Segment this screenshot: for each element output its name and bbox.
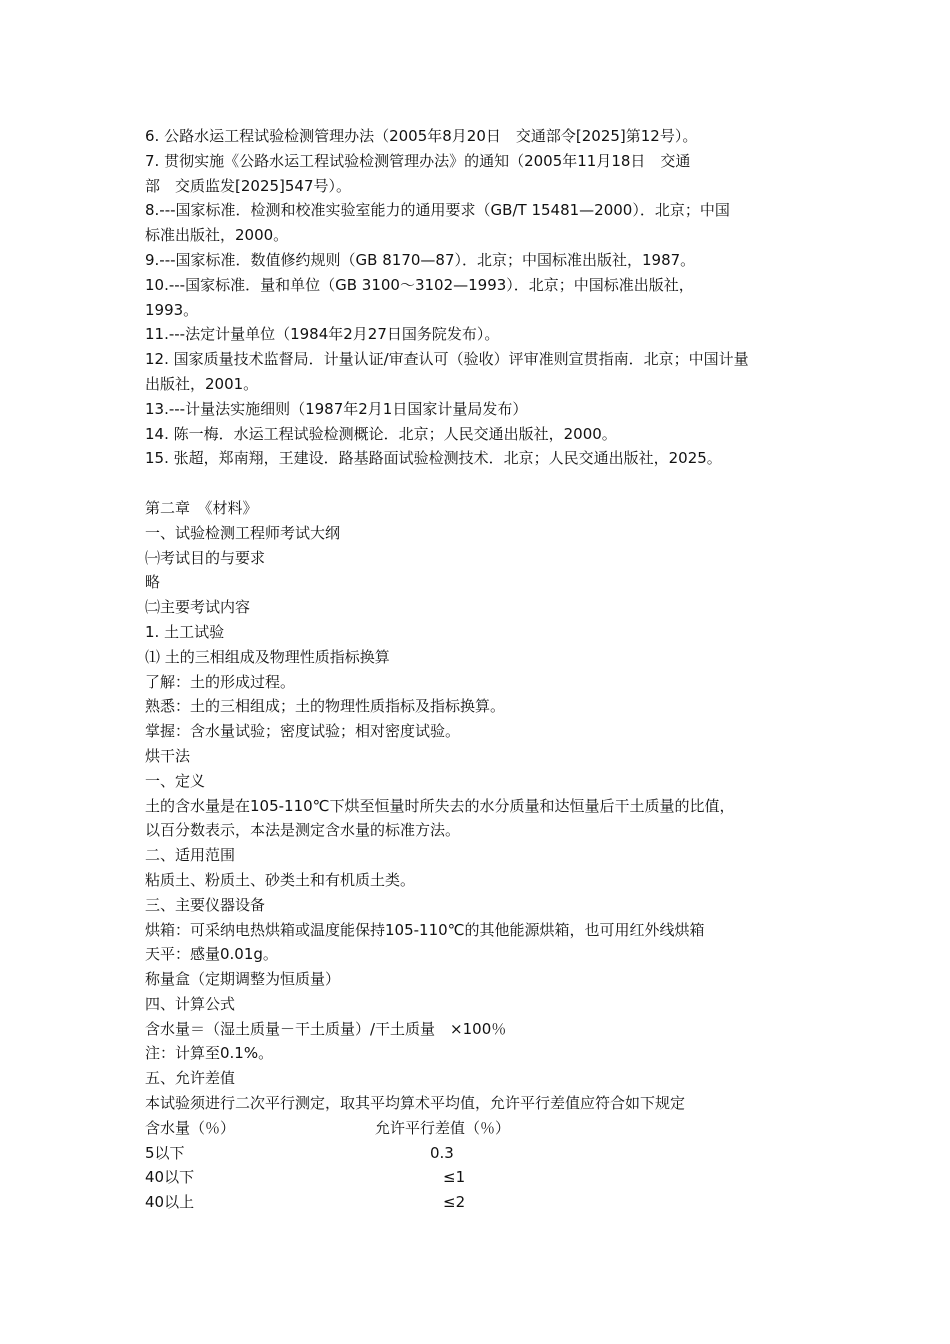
table-cell-tolerance: 0.3 (430, 1143, 454, 1162)
table-header-moisture: 含水量（％） (145, 1118, 236, 1137)
reference-item-9: 9.---国家标准．数值修约规则（GB 8170—87）．北京；中国标准出版社，1987。 (145, 250, 696, 269)
body-line: 四、计算公式 (145, 994, 236, 1013)
reference-item-7-cont: 部 交质监发[2025]547号）。 (145, 176, 352, 195)
table-row (145, 1190, 815, 1215)
body-line: 了解：土的形成过程。 (145, 672, 296, 691)
body-line: 烘箱：可采纳电热烘箱或温度能保持105-110℃的其他能源烘箱，也可用红外线烘箱 (145, 920, 705, 939)
body-line: 一、试验检测工程师考试大纲 (145, 523, 341, 542)
body-line: 略 (145, 573, 161, 592)
reference-item-6: 6. 公路水运工程试验检测管理办法（2005年8月20日 交通部令[2025]第12号）。 (145, 127, 698, 145)
body-line: 土的含水量是在105-110℃下烘至恒量时所失去的水分质量和达恒量后干土质量的比值， (145, 796, 735, 815)
body-line: 五、允许差值 (145, 1069, 236, 1088)
body-line: 含水量＝（湿土质量－干土质量）/干土质量 ×100％ (145, 1019, 507, 1038)
reference-list (145, 124, 815, 471)
reference-item-10: 10.---国家标准．量和单位（GB 3100～3102—1993）．北京；中国标准出版社， (145, 275, 694, 294)
chapter-title: 第二章 《材料》 (145, 498, 258, 517)
reference-item-14: 14. 陈一梅．水运工程试验检测概论．北京；人民交通出版社，2000。 (145, 424, 617, 443)
body-line: 天平：感量0.01g。 (145, 945, 278, 964)
body-line: 烘干法 (145, 746, 191, 765)
table-row (145, 1141, 815, 1166)
table-row (145, 1165, 815, 1190)
body-line: 二、适用范围 (145, 846, 236, 865)
reference-item-11: 11.---法定计量单位（1984年2月27日国务院发布）。 (145, 325, 500, 344)
reference-item-15: 15. 张超，郑南翔，王建设．路基路面试验检测技术．北京；人民交通出版社，2025。 (145, 449, 722, 468)
chapter-body (145, 521, 815, 1116)
reference-item-12: 12. 国家质量技术监督局．计量认证/审查认可（验收）评审准则宣贯指南．北京；中国计量 (145, 350, 749, 369)
body-line: 三、主要仪器设备 (145, 895, 266, 914)
body-line: 一、定义 (145, 771, 206, 790)
body-line: 熟悉：土的三相组成；土的物理性质指标及指标换算。 (145, 697, 506, 716)
body-line: 称量盒（定期调整为恒质量） (145, 970, 341, 989)
body-line: 粘质土、粉质土、砂类土和有机质土类。 (145, 870, 416, 889)
document-body (145, 124, 815, 1215)
body-line: 本试验须进行二次平行测定，取其平均算术平均值，允许平行差值应符合如下规定 (145, 1094, 686, 1113)
table-cell-moisture: 40以上 (145, 1193, 195, 1212)
table-cell-tolerance: ≤1 (443, 1168, 466, 1187)
body-line: ⑴ 土的三相组成及物理性质指标换算 (145, 647, 390, 666)
reference-item-12-cont: 出版社，2001。 (145, 374, 259, 393)
body-line: 注：计算至0.1%。 (145, 1044, 274, 1063)
tolerance-table (145, 1116, 815, 1215)
reference-item-8: 8.---国家标准．检测和校准实验室能力的通用要求（GB/T 15481—2000）．北京；中国 (145, 201, 730, 220)
table-header-tolerance: 允许平行差值（％） (375, 1118, 511, 1137)
reference-item-7: 7. 贯彻实施《公路水运工程试验检测管理办法》的通知（2005年11月18日 交通 (145, 151, 691, 170)
body-line: 以百分数表示，本法是测定含水量的标准方法。 (145, 821, 461, 840)
body-line: ㈡主要考试内容 (145, 598, 251, 617)
reference-item-8-cont: 标准出版社，2000。 (145, 226, 289, 245)
body-line: 1. 土工试验 (145, 622, 225, 641)
reference-item-10-cont: 1993。 (145, 300, 199, 319)
table-cell-tolerance: ≤2 (443, 1193, 466, 1212)
table-header-row (145, 1116, 815, 1141)
reference-item-13: 13.---计量法实施细则（1987年2月1日国家计量局发布） (145, 399, 528, 418)
table-cell-moisture: 40以下 (145, 1168, 195, 1187)
body-line: 掌握：含水量试验；密度试验；相对密度试验。 (145, 722, 461, 741)
body-line: ㈠考试目的与要求 (145, 548, 266, 567)
table-cell-moisture: 5以下 (145, 1143, 185, 1162)
